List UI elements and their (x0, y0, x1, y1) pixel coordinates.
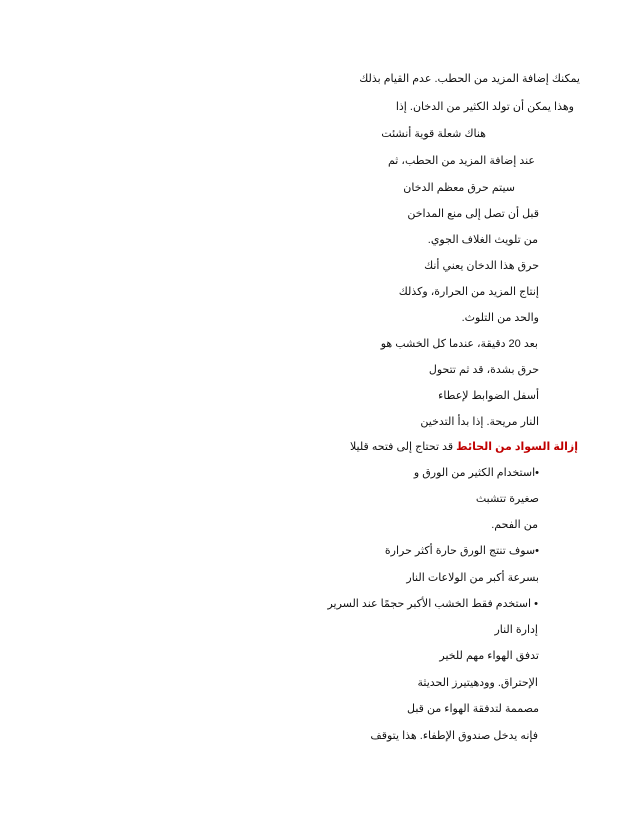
text-line: أسفل الضوابط لإعطاء (438, 390, 539, 402)
text-line: وهذا يمكن أن تولد الكثير من الدخان. إذا (395, 101, 574, 113)
bullet-line: •سوف تنتج الورق حارة أكثر حرارة (384, 545, 539, 557)
text-line: يمكنك إضافة المزيد من الحطب. عدم القيام بذلك (359, 73, 580, 85)
text-line: حرق بشدة، قد ثم تتحول (428, 364, 539, 376)
section-heading-rest: قد تحتاج إلى فتحه قليلا (349, 441, 457, 453)
text-line: بعد 20 دقيقة، عندما كل الخشب هو (380, 338, 538, 350)
text-line: إدارة النار (494, 624, 538, 636)
text-line: هناك شعلة قوية أنشئت (381, 128, 486, 140)
text-line: حرق هذا الدخان يعني أنك (424, 260, 539, 272)
text-line: قبل أن تصل إلى منع المداخن (407, 208, 539, 220)
text-line: بسرعة أكبر من الولاعات النار (406, 572, 539, 584)
text-line: الإحتراق. وودهيتيرز الحديثة (417, 677, 538, 689)
text-line: تدفق الهواء مهم للخير (439, 650, 539, 662)
text-line: من تلويث الغلاف الجوي. (427, 234, 538, 246)
bullet-line: • استخدم فقط الخشب الأكبر حجمًا عند السرير (327, 598, 538, 610)
text-line: صغيرة تتشبث (475, 493, 539, 505)
text-line: النار مريحة. إذا بدأ التدخين (420, 416, 539, 428)
text-line: عند إضافة المزيد من الحطب، ثم (387, 155, 535, 167)
bullet-line: •استخدام الكثير من الورق و (413, 467, 539, 479)
text-line: سيتم حرق معظم الدخان (403, 182, 515, 194)
section-heading: إزالة السواد من الحائط (456, 441, 578, 453)
text-line: من الفحم. (491, 519, 538, 531)
text-line: إنتاج المزيد من الحرارة، وكذلك (398, 286, 539, 298)
text-line: مصممة لتدفقة الهواء من قبل (407, 703, 539, 715)
text-line: فإنه يدخل صندوق الإطفاء. هذا يتوقف (370, 730, 538, 742)
text-line: والحد من التلوث. (461, 312, 539, 324)
soot-removal-line (18, 440, 578, 454)
